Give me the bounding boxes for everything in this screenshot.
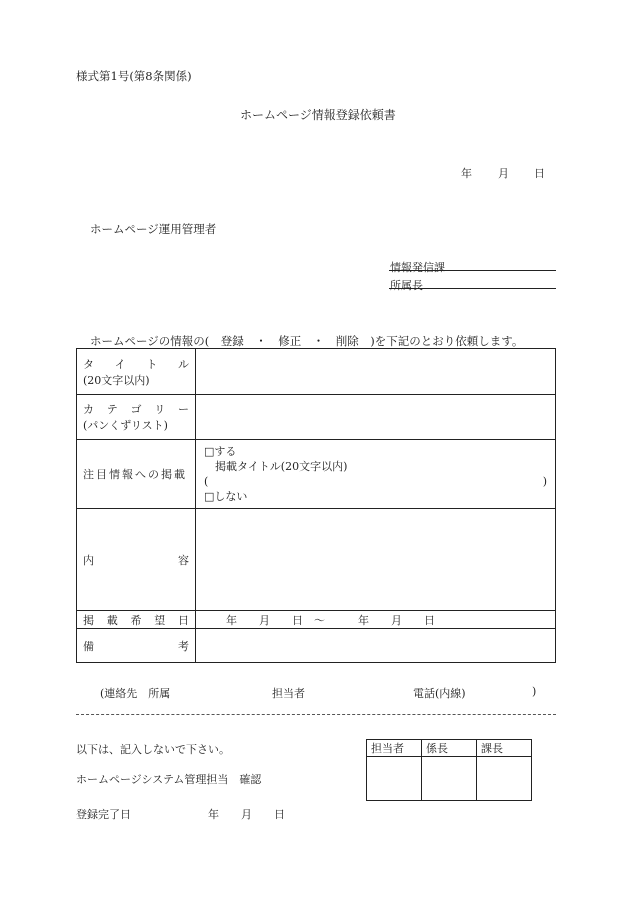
category-label-char: ー	[178, 403, 189, 416]
stamp-chief[interactable]	[422, 757, 477, 801]
row-featured	[77, 440, 556, 509]
contact-open: (連絡先 所属	[100, 687, 171, 700]
title-label	[77, 349, 196, 395]
featured-value	[196, 440, 556, 509]
title-value[interactable]	[196, 349, 556, 395]
remarks-label-char: 考	[178, 639, 189, 653]
sender-head: 所属長	[390, 279, 423, 292]
content-value[interactable]	[196, 509, 556, 611]
row-period	[77, 611, 556, 629]
form-title: ホームページ情報登録依頼書	[240, 108, 396, 122]
title-label-main	[83, 356, 189, 372]
title-label-char: ト	[146, 357, 158, 371]
category-label-note: (パンくずリスト)	[83, 419, 168, 432]
sender-dept: 情報発信課	[390, 261, 445, 274]
cut-line	[76, 714, 556, 715]
period-label-char: 日	[178, 613, 189, 627]
category-label-char: テ	[106, 403, 118, 416]
period-label-char: 掲	[83, 613, 94, 627]
stamp-header-staff: 担当者	[367, 740, 422, 757]
row-category	[77, 395, 556, 440]
stamp-row	[367, 757, 532, 801]
office-note: 以下は、記入しないで下さい。	[76, 743, 230, 756]
office-confirm: ホームページシステム管理担当 確認	[76, 773, 262, 786]
date-year-label: 年	[461, 167, 472, 180]
stamp-header-manager: 課長	[477, 740, 532, 757]
title-label-char: タ	[83, 357, 94, 371]
content-label-char: 内	[83, 553, 94, 567]
contact-phone: 電話(内線)	[413, 687, 466, 700]
category-label-char: リ	[154, 403, 166, 416]
request-line: ホームページの情報の( 登録 ・ 修正 ・ 削除 )を下記のとおり依頼します。	[90, 334, 524, 348]
row-content	[77, 509, 556, 611]
stamp-staff[interactable]	[367, 757, 422, 801]
remarks-label-char: 備	[83, 639, 94, 653]
featured-title-label: 掲載タイトル(20文字以内)	[215, 460, 348, 473]
request-table	[76, 348, 556, 663]
approval-stamp-table	[366, 739, 532, 801]
period-label-char: 希	[130, 613, 142, 627]
period-label-char: 載	[106, 613, 118, 627]
date-month-label: 月	[498, 167, 509, 180]
title-label-char: イ	[114, 357, 126, 371]
period-label	[77, 611, 196, 629]
category-value[interactable]	[196, 395, 556, 440]
title-label-note: (20文字以内)	[83, 373, 150, 387]
contact-person: 担当者	[272, 687, 305, 700]
featured-label: 注目情報への掲載	[77, 440, 196, 509]
featured-title-field[interactable]	[204, 474, 547, 489]
category-label-char: ゴ	[130, 403, 142, 416]
date-day-label: 日	[534, 167, 545, 180]
contact-close: )	[532, 685, 537, 698]
row-remarks	[77, 629, 556, 663]
featured-yes-option[interactable]: □する	[204, 445, 237, 458]
stamp-manager[interactable]	[477, 757, 532, 801]
stamp-header-chief: 係長	[422, 740, 477, 757]
stamp-header-row	[367, 740, 532, 757]
remarks-label-main	[83, 638, 189, 654]
content-label-char: 容	[178, 553, 189, 567]
sender-head-underline	[389, 288, 556, 289]
paren-open: (	[204, 475, 209, 488]
category-label-main	[83, 401, 189, 417]
form-number: 様式第1号(第8条関係)	[76, 69, 192, 83]
content-label	[77, 509, 196, 611]
done-date-value: 年 月 日	[208, 808, 285, 821]
category-label-char: カ	[83, 403, 94, 416]
content-label-main	[83, 552, 189, 568]
paren-close: )	[542, 475, 547, 488]
period-label-char: 望	[154, 613, 166, 627]
featured-no-option[interactable]: □しない	[204, 490, 248, 503]
remarks-value[interactable]	[196, 629, 556, 663]
sender-dept-underline	[389, 270, 556, 271]
remarks-label	[77, 629, 196, 663]
addressee: ホームページ運用管理者	[90, 222, 217, 236]
period-label-main	[83, 612, 189, 628]
period-value[interactable]: 年 月 日 〜 年 月 日	[196, 611, 556, 629]
title-label-char: ル	[177, 357, 189, 371]
category-label	[77, 395, 196, 440]
done-date-label: 登録完了日	[76, 808, 131, 821]
row-title	[77, 349, 556, 395]
